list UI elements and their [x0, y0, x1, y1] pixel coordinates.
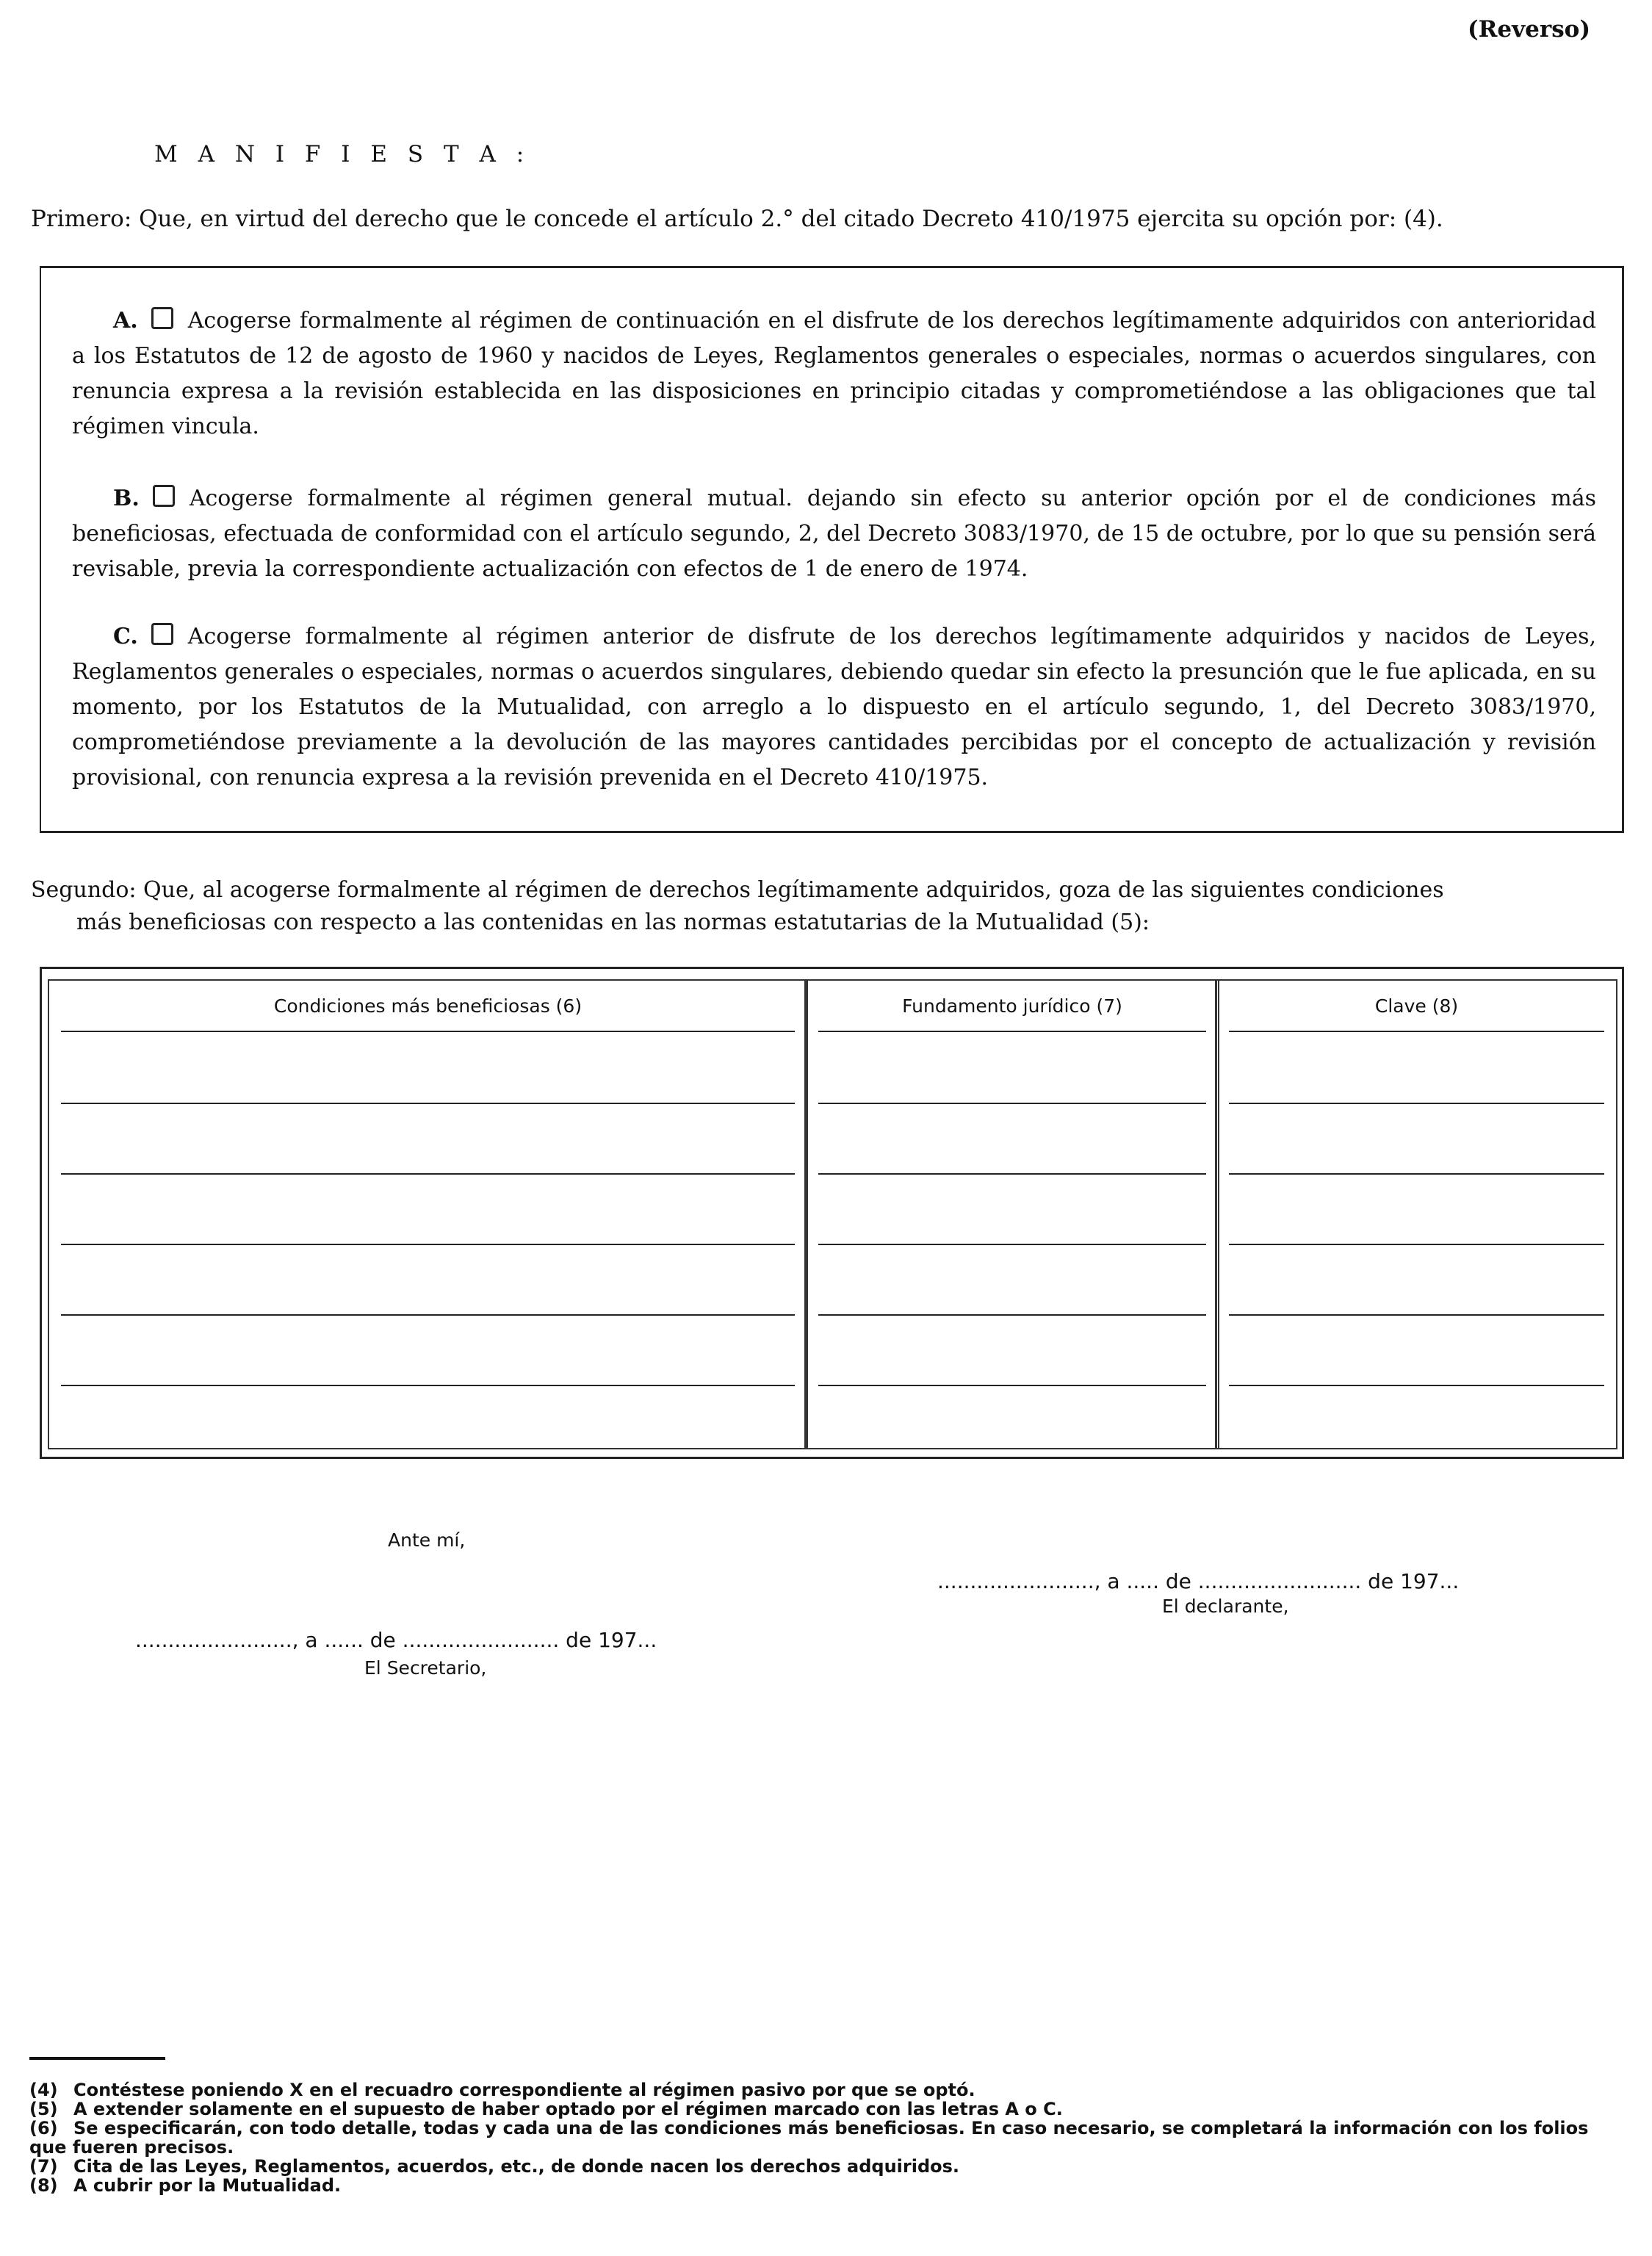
table-row-line[interactable] [1229, 1314, 1604, 1316]
table-row-line[interactable] [1229, 1173, 1604, 1175]
table-row-line[interactable] [818, 1314, 1206, 1316]
option-b [72, 481, 1596, 587]
header-condiciones: Condiciones más beneficiosas (6) [273, 995, 582, 1017]
table-row-line[interactable] [1229, 1244, 1604, 1245]
option-c [72, 619, 1596, 796]
table-row-line[interactable] [1229, 1031, 1604, 1032]
option-a-letter: A. [113, 308, 138, 334]
footnote-7: (7) Cita de las Leyes, Reglamentos, acuerdos, etc., de donde nacen los derechos adquiridos. [29, 2156, 960, 2177]
table-row-line[interactable] [61, 1385, 795, 1386]
option-c-text: Acogerse formalmente al régimen anterior de disfrute de los derechos legítimamente adquiridos y nacidos de Leyes, Reglamentos generales o especiales, normas o acuerdos singulares, debiendo quedar sin efecto la presunción que le fue aplicada, en su momento, por los Estatutos de la Mutualidad, con arreglo a lo dispuesto en el artículo segundo, 1, del Decreto 3083/1970, comprometiéndose previamente a la devolución de las mayores cantidades percibidas por el concepto de actualización y revisión provisional, con renuncia expresa a la revisión prevenida en el Decreto 410/1975. [72, 624, 1596, 790]
conditions-table [40, 967, 1624, 1459]
table-row-line[interactable] [818, 1173, 1206, 1175]
table-row-line[interactable] [61, 1173, 795, 1175]
table-row-line[interactable] [61, 1244, 795, 1245]
footnote-4: (4) Contéstese poniendo X en el recuadro correspondiente al régimen pasivo por que se optó. [29, 2080, 975, 2100]
reverso-label: (Reverso) [1467, 16, 1590, 43]
manifiesta-heading: M A N I F I E S T A : [154, 141, 531, 167]
option-a-checkbox[interactable] [151, 307, 173, 329]
table-row-line[interactable] [61, 1103, 795, 1104]
table-row-line[interactable] [1229, 1385, 1604, 1386]
column-clave [1215, 979, 1617, 1449]
option-c-checkbox[interactable] [151, 623, 173, 645]
footnote-divider [29, 2057, 165, 2060]
option-a [72, 303, 1596, 444]
option-b-checkbox[interactable] [153, 485, 175, 507]
footnote-6: (6) Se especificarán, con todo detalle, todas y cada una de las condiciones más beneficiosas. En caso necesario, se completará la información con los folios que fueren precisos. [29, 2118, 1589, 2158]
option-b-text: Acogerse formalmente al régimen general mutual. dejando sin efecto su anterior opción por el de condiciones más beneficiosas, efectuada de conformidad con el artículo segundo, 2, del Decreto 3083/1970, de 15 de octubre, por lo que su pensión será revisable, previa la correspondiente actualización con efectos de 1 de enero de 1974. [72, 486, 1596, 582]
options-box [40, 266, 1624, 833]
header-clave: Clave (8) [1374, 995, 1459, 1017]
secretario-label: El Secretario, [364, 1657, 487, 1679]
table-row-line[interactable] [1229, 1103, 1604, 1104]
option-c-letter: C. [113, 624, 138, 649]
secretario-date-line[interactable]: ........................, a ...... de ........................ de 197... [135, 1628, 657, 1652]
table-row-line[interactable] [818, 1244, 1206, 1245]
header-fundamento: Fundamento jurídico (7) [902, 995, 1122, 1017]
table-row-line[interactable] [818, 1103, 1206, 1104]
ante-mi-label: Ante mí, [388, 1529, 466, 1551]
option-b-letter: B. [113, 486, 140, 511]
segundo-line-1: Segundo: Que, al acogerse formalmente al régimen de derechos legítimamente adquiridos, goza de las siguientes condiciones [31, 877, 1444, 903]
column-condiciones [48, 979, 808, 1449]
option-a-text: Acogerse formalmente al régimen de continuación en el disfrute de los derechos legítimamente adquiridos con anterioridad a los Estatutos de 12 de agosto de 1960 y nacidos de Leyes, Reglamentos generales o especiales, normas o acuerdos singulares, con renuncia expresa a la revisión establecida en las disposiciones en principio citadas y comprometiéndose a las obligaciones que tal régimen vincula. [72, 308, 1596, 439]
footnote-5: (5) A extender solamente en el supuesto de haber optado por el régimen marcado con las letras A o C. [29, 2099, 1063, 2119]
segundo-line-2: más beneficiosas con respecto a las contenidas en las normas estatutarias de la Mutualidad (5): [76, 909, 1150, 935]
table-row-line[interactable] [818, 1385, 1206, 1386]
table-row-line[interactable] [818, 1031, 1206, 1032]
column-fundamento [804, 979, 1219, 1449]
declarante-label: El declarante, [1162, 1596, 1289, 1617]
table-row-line[interactable] [61, 1314, 795, 1316]
primero-paragraph: Primero: Que, en virtud del derecho que le concede el artículo 2.° del citado Decreto 410/1975 ejercita su opción por: (4). [31, 206, 1443, 232]
footnote-8: (8) A cubrir por la Mutualidad. [29, 2175, 342, 2196]
table-row-line[interactable] [61, 1031, 795, 1032]
footnotes [29, 2080, 1631, 2195]
declarante-date-line[interactable]: ........................, a ..... de ......................... de 197... [937, 1569, 1460, 1593]
segundo-paragraph [31, 874, 1628, 939]
